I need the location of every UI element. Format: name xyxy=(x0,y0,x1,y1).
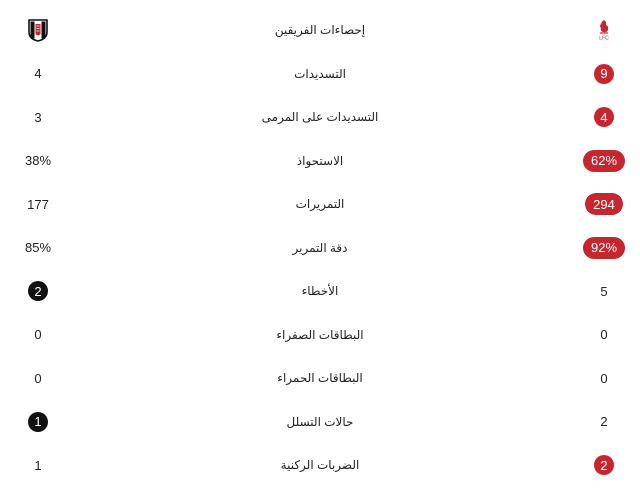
team-stats-table xyxy=(0,8,640,487)
stat-label: الأخطاء xyxy=(301,284,339,299)
away-value-cell xyxy=(574,183,634,227)
home-value-cell xyxy=(14,183,62,227)
stat-label: دقة التمرير xyxy=(292,240,348,255)
home-stat-value: 85% xyxy=(24,240,52,256)
stat-label: الاستحواذ xyxy=(296,153,344,168)
away-stat-value: 62% xyxy=(583,150,625,172)
away-stat-value: 294 xyxy=(585,193,623,215)
stat-label: التمريرات xyxy=(295,197,345,212)
away-stat-value: 0 xyxy=(600,370,608,386)
away-team-crest-cell xyxy=(574,8,634,52)
home-value-cell xyxy=(14,96,62,140)
away-stat-value: 4 xyxy=(594,107,614,127)
stat-row xyxy=(0,139,640,183)
home-value-cell xyxy=(14,357,62,401)
liverpool-crest-text: LFC xyxy=(599,35,609,42)
away-stat-value: 92% xyxy=(583,237,625,259)
away-value-cell xyxy=(574,313,634,357)
away-stat-value: 9 xyxy=(594,64,614,84)
stat-row xyxy=(0,96,640,140)
away-value-cell xyxy=(574,226,634,270)
liverpool-crest-icon xyxy=(594,18,614,42)
home-stat-value: 2 xyxy=(28,281,48,301)
home-stat-value: 0 xyxy=(34,370,42,386)
home-stat-value: 177 xyxy=(27,196,49,212)
home-stat-value: 38% xyxy=(24,153,52,169)
away-value-cell xyxy=(574,357,634,401)
away-value-cell xyxy=(574,444,634,488)
stat-label: حالات التسلل xyxy=(286,414,354,429)
stat-label: التسديدات على المرمى xyxy=(261,110,379,125)
home-value-cell xyxy=(14,270,62,314)
home-value-cell xyxy=(14,139,62,183)
stat-row xyxy=(0,444,640,488)
stat-row xyxy=(0,183,640,227)
home-stat-value: 0 xyxy=(34,327,42,343)
away-value-cell xyxy=(574,52,634,96)
stat-row xyxy=(0,313,640,357)
away-stat-value: 2 xyxy=(594,455,614,475)
away-value-cell xyxy=(574,400,634,444)
home-value-cell xyxy=(14,400,62,444)
stat-row xyxy=(0,270,640,314)
home-stat-value: 3 xyxy=(34,109,42,125)
home-value-cell xyxy=(14,313,62,357)
home-value-cell xyxy=(14,226,62,270)
stat-label: الضربات الركنية xyxy=(280,458,360,473)
away-value-cell xyxy=(574,96,634,140)
home-team-crest-cell xyxy=(14,8,62,52)
stat-row xyxy=(0,52,640,96)
stats-header-row xyxy=(0,8,640,52)
stat-row xyxy=(0,226,640,270)
home-stat-value: 1 xyxy=(34,457,42,473)
stat-label: البطاقات الحمراء xyxy=(277,371,363,386)
away-stat-value: 5 xyxy=(600,283,608,299)
fulham-crest-icon xyxy=(28,18,48,42)
away-stat-value: 0 xyxy=(600,327,608,343)
stat-row xyxy=(0,400,640,444)
stat-label: التسديدات xyxy=(294,66,346,81)
home-stat-value: 1 xyxy=(28,412,48,432)
home-stat-value: 4 xyxy=(34,66,42,82)
away-stat-value: 2 xyxy=(600,414,608,430)
away-value-cell xyxy=(574,139,634,183)
stat-row xyxy=(0,357,640,401)
stat-label: البطاقات الصفراء xyxy=(276,327,364,342)
stats-title: إحصاءات الفريقين xyxy=(274,23,366,37)
home-value-cell xyxy=(14,444,62,488)
away-value-cell xyxy=(574,270,634,314)
home-value-cell xyxy=(14,52,62,96)
